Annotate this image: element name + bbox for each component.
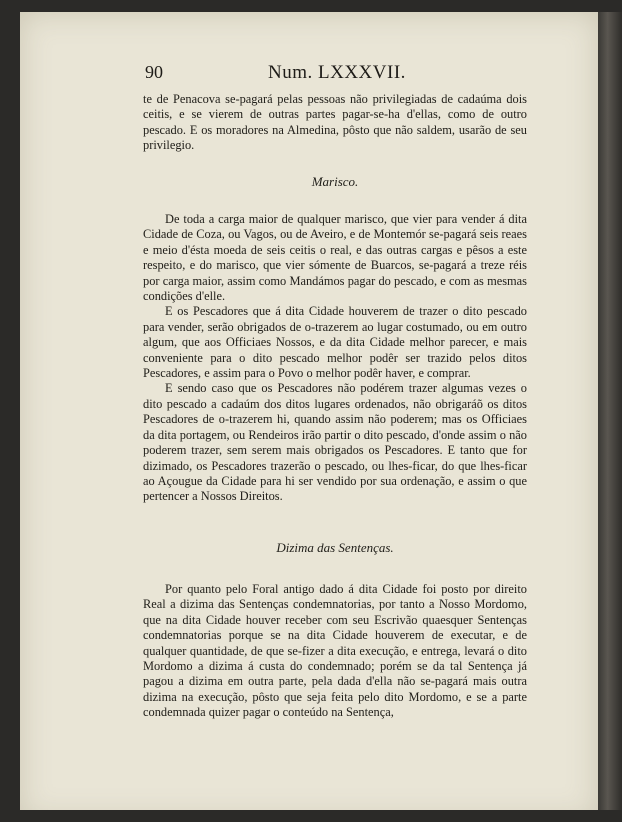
dizima-paragraph: Por quanto pelo Foral antigo dado á dita Cidade foi posto por direito Real a dizima das Sentenças condemnatorias, por tanto a Nosso Mordomo, que na dita Cidade houver receber com seu Escrivão quaesquer Sentenças condemnatorias porque se na dita Cidade houverem de executar, e de qualquer quantidade, de que se-fizer a dita execução, e entrega, levará o dito Mordomo a dizima á custa do condemnado; porém se da tal Sentença já pagou a dizima em outra parte, pela dada d'ella não se-pagará mais outra dizima na execução, pôsto que seja feita pelo dito Mordomo, e se a parte condemnada quizer pagar o conteúdo na Sentença,: [143, 582, 527, 720]
intro-text: [143, 92, 527, 154]
scan-border: [0, 810, 622, 822]
section-heading-dizima: Dizima das Sentenças.: [276, 540, 394, 555]
marisco-paragraph-1: De toda a carga maior de qualquer marisco, que vier para vender á dita Cidade de Coza, ou Vagos, ou de Aveiro, e de Montemór se-pagará seis reaes e meio d'ésta moeda de seis ceitis o real, e das outras cargas e pêsos a este respeito, e do marisco, que vier sómente de Buarcos, se-pagará a treze réis por carga maior, assim como Mandámos pagar do pescado, e com as mesmas condições d'elle.: [143, 212, 527, 304]
running-title: Num. LXXXVII.: [268, 62, 406, 83]
dizima-text: [143, 582, 527, 721]
intro-paragraph: te de Penacova se-pagará pelas pessoas não privilegiadas de cadaúma dois ceitis, e se vierem de outras partes pagar-se-ha d'ellas, como de outro pescado. E os moradores na Almedina, pôsto que não saldem, usarão de seu privilegio.: [143, 92, 527, 153]
page-header: [145, 62, 525, 86]
marisco-text: [143, 212, 527, 505]
marisco-paragraph-3: E sendo caso que os Pescadores não podérem trazer algumas vezes o dito pescado a cadaúm dos ditos lugares ordenados, não obrigaráõ os ditos Pescadores de o-trazerem hi, quando assim não poderem; mas os Officiaes da dita portagem, ou Rendeiros irão partir o dito pescado, d'onde assim o não poderem trazer, sem serem mais obrigados os Pescadores. E tanto que for dizimado, os Pescadores trazerão o pescado, ou lhes-ficar, do que lhes-ficar ao Açougue da Cidade para hi ser vendido por sua ordenação, e assim o que pertencer a Nossos Direitos.: [143, 381, 527, 504]
section-heading-marisco: Marisco.: [311, 174, 359, 189]
page-number: 90: [145, 62, 163, 82]
adjacent-page-edge: [598, 12, 622, 822]
marisco-paragraph-2: E os Pescadores que á dita Cidade houverem de trazer o dito pescado para vender, serão obrigados de o-trazerem ao lugar costumado, ou em outro algum, que aos Officiaes Nossos, e da dita Cidade melhor parecer, e mais conveniente para o dito pescado melhor podêr ser trazido pelos ditos Pescadores, e assim para o Povo o melhor podêr haver, e comprar.: [143, 304, 527, 381]
